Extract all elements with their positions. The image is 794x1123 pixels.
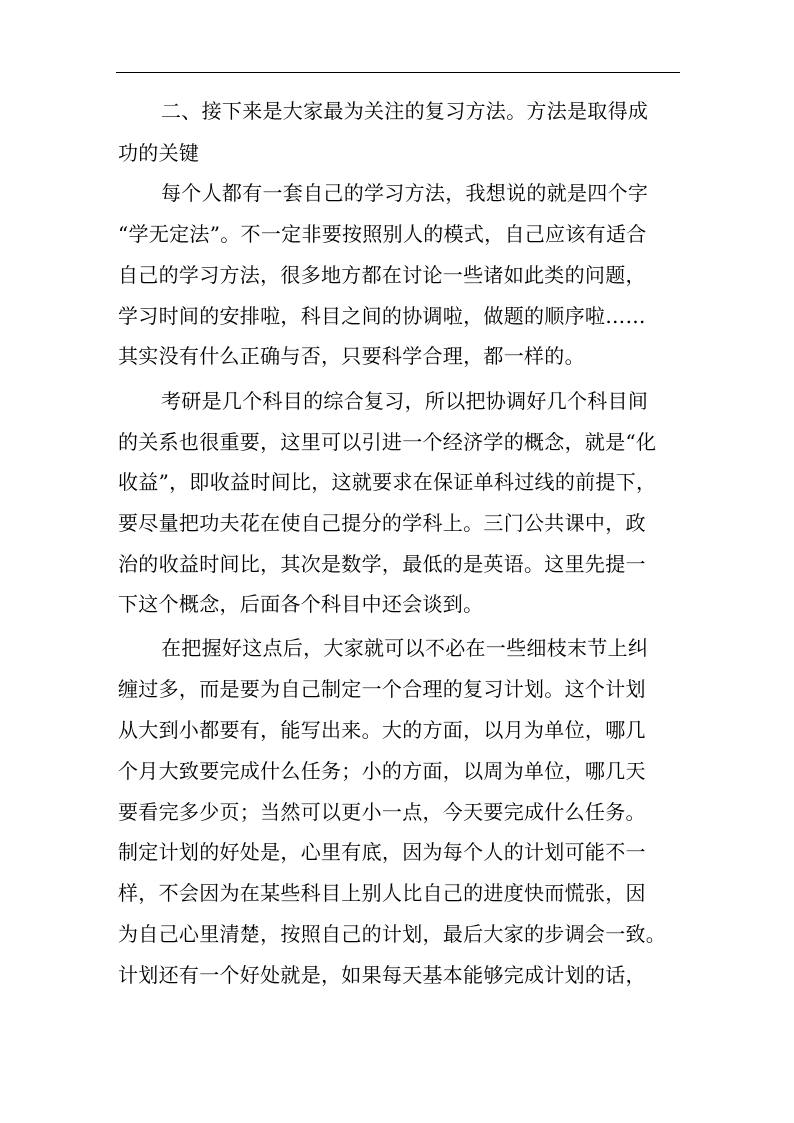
paragraph-line: 下这个概念，后面各个科目中还会谈到。: [118, 592, 484, 616]
paragraph-line: 缠过多，而是要为自己制定一个合理的复习计划。这个计划: [118, 677, 646, 701]
paragraph-line: 要尽量把功夫花在使自己提分的学科上。三门公共课中，政: [118, 511, 646, 535]
paragraph-line: 的关系也很重要，这里可以引进一个经济学的概念，就是“化: [118, 430, 657, 454]
paragraph-line: 在把握好这点后，大家就可以不必在一些细枝末节上纠: [161, 636, 649, 660]
paragraph-line: 自己的学习方法，很多地方都在讨论一些诸如此类的问题，: [118, 263, 646, 287]
paragraph-line: 要看完多少页；当然可以更小一点，今天要完成什么任务。: [118, 800, 646, 824]
header-rule: [116, 72, 680, 73]
paragraph-line: 考研是几个科目的综合复习，所以把协调好几个科目间: [161, 389, 649, 413]
paragraph-line: 二、接下来是大家最为关注的复习方法。方法是取得成: [161, 99, 649, 123]
paragraph-line: “学无定法”。不一定非要按照别人的模式，自己应该有适合: [118, 222, 647, 246]
paragraph-line: 个月大致要完成什么任务；小的方面，以周为单位，哪几天: [118, 759, 646, 783]
paragraph-line: 收益”，即收益时间比，这就要求在保证单科过线的前提下，: [118, 470, 657, 494]
paragraph-line: 每个人都有一套自己的学习方法，我想说的就是四个字: [161, 181, 649, 205]
paragraph-line: 治的收益时间比，其次是数学，最低的是英语。这里先提一: [118, 552, 646, 576]
paragraph-line: 其实没有什么正确与否，只要科学合理，都一样的。: [118, 344, 585, 368]
paragraph-line: 样，不会因为在某些科目上别人比自己的进度快而慌张，因: [118, 881, 646, 905]
paragraph-line: 学习时间的安排啦，科目之间的协调啦，做题的顺序啦……: [118, 304, 646, 328]
paragraph-line: 从大到小都要有，能写出来。大的方面，以月为单位，哪几: [118, 718, 646, 742]
paragraph-line: 为自己心里清楚，按照自己的计划，最后大家的步调会一致。: [118, 922, 667, 946]
paragraph-line: 计划还有一个好处就是，如果每天基本能够完成计划的话，: [118, 963, 646, 987]
paragraph-line: 功的关键: [118, 141, 200, 165]
paragraph-line: 制定计划的好处是，心里有底，因为每个人的计划可能不一: [118, 840, 646, 864]
